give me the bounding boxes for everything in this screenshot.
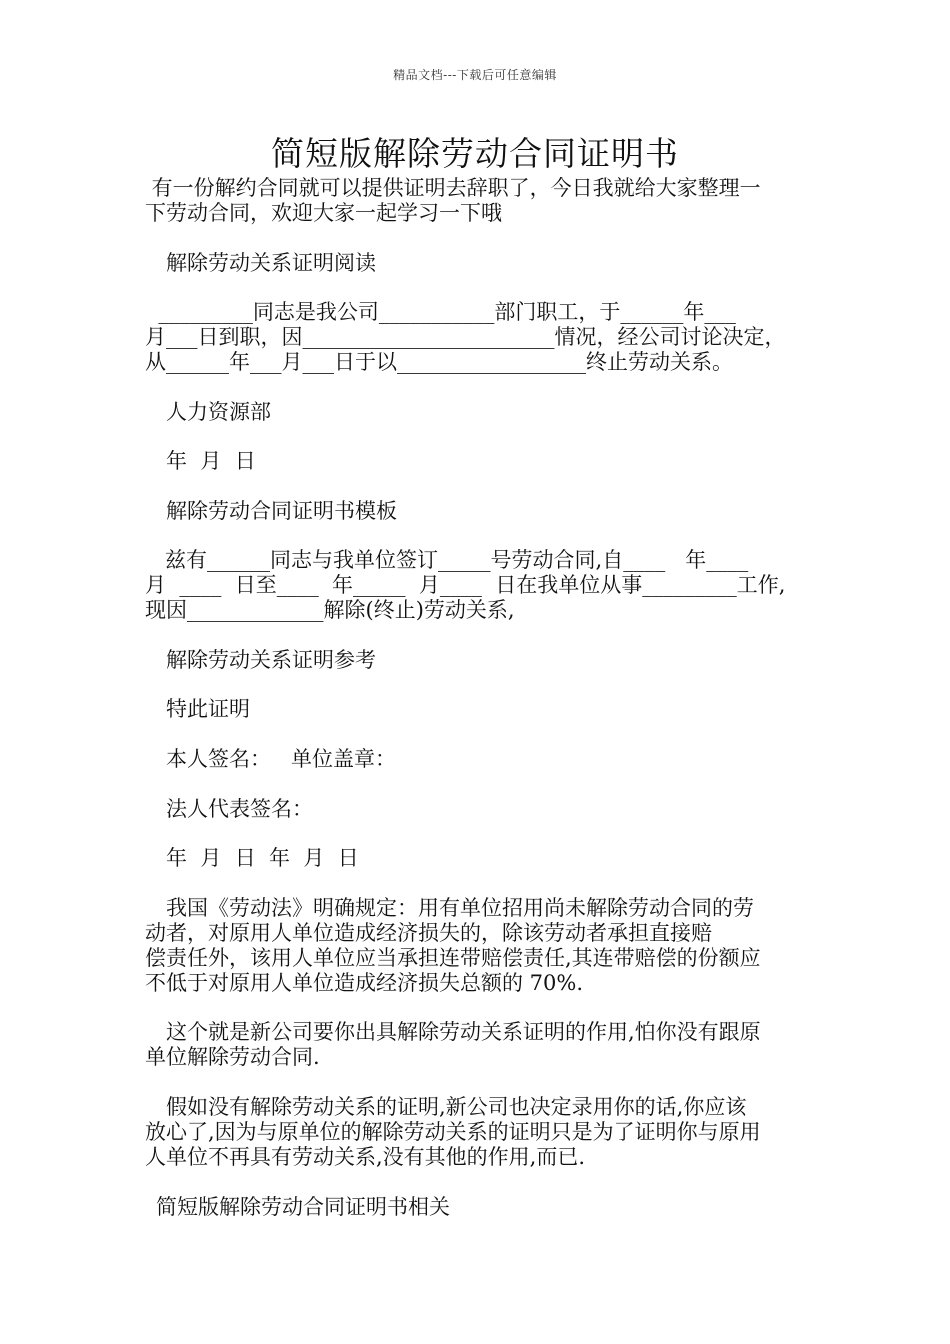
certify-text: 特此证明 [166, 697, 250, 721]
purpose-line-2: 单位解除劳动合同. [145, 1045, 320, 1069]
related-heading: 简短版解除劳动合同证明书相关 [156, 1195, 450, 1219]
section3-heading: 解除劳动关系证明参考 [166, 648, 376, 672]
section1-line-3: 从______年___月___日于以__________________终止劳动关系。 [145, 350, 733, 374]
section1-heading: 解除劳动关系证明阅读 [166, 251, 376, 275]
section1-line-2: 月___日到职，因________________________情况，经公司讨论决定， [145, 325, 786, 349]
law-line-2: 动者，对原用人单位造成经济损失的，除该劳动者承担直接赔 [145, 921, 712, 945]
section2-line-1: 兹有______同志与我单位签订_____号劳动合同,自____ 年____ [145, 548, 749, 572]
law-line-4: 不低于对原用人单位造成经济损失总额的 70%. [145, 971, 584, 995]
document-title: 简短版解除劳动合同证明书 [271, 134, 679, 173]
reassure-line-2: 放心了,因为与原单位的解除劳动关系的证明只是为了证明你与原用 [145, 1120, 761, 1144]
section2-line-3: 现因_____________解除(终止)劳动关系, [145, 598, 515, 622]
header-note: 精品文档---下载后可任意编辑 [393, 68, 557, 82]
signoff-department: 人力资源部 [166, 400, 271, 424]
signature-line: 本人签名： 单位盖章： [166, 747, 397, 771]
reassure-line-1: 假如没有解除劳动关系的证明,新公司也决定录用你的话,你应该 [166, 1095, 747, 1119]
section2-line-2: 月 ____ 日至____ 年_____ 月____ 日在我单位从事_________工作, [145, 573, 786, 597]
legal-rep-signature: 法人代表签名： [166, 797, 313, 821]
section1-line-1: _________同志是我公司___________部门职工，于______年___ [145, 300, 736, 324]
intro-line-2: 下劳动合同，欢迎大家一起学习一下哦 [145, 201, 502, 225]
law-line-1: 我国《劳动法》明确规定：用有单位招用尚未解除劳动合同的劳 [166, 896, 754, 920]
purpose-line-1: 这个就是新公司要你出具解除劳动关系证明的作用,怕你没有跟原 [166, 1020, 761, 1044]
reassure-line-3: 人单位不再具有劳动关系,没有其他的作用,而已. [145, 1145, 586, 1169]
section2-heading: 解除劳动合同证明书模板 [166, 499, 397, 523]
signoff-date: 年 月 日 [166, 449, 256, 473]
date-line: 年 月 日 年 月 日 [166, 846, 359, 870]
law-line-3: 偿责任外，该用人单位应当承担连带赔偿责任,其连带赔偿的份额应 [145, 946, 761, 970]
intro-line-1: 有一份解约合同就可以提供证明去辞职了，今日我就给大家整理一 [145, 176, 761, 200]
